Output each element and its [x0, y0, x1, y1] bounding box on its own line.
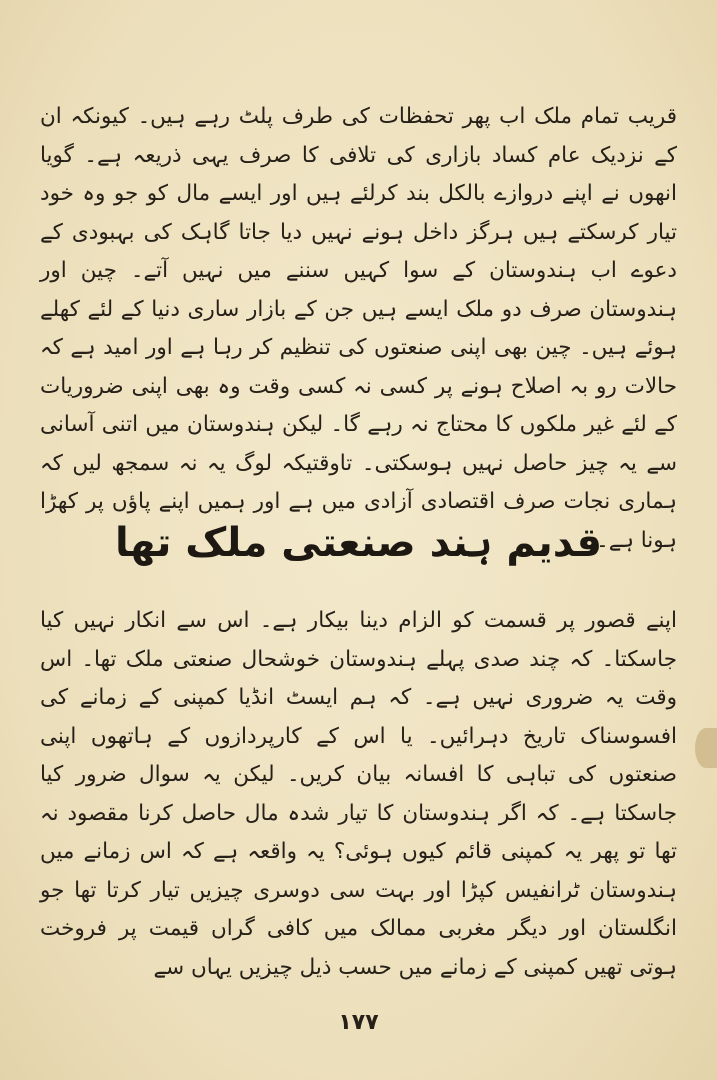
- page-number: ۱۷۷: [338, 1010, 379, 1035]
- page-edge-mark: [695, 728, 717, 768]
- paragraph-text: اپنے قصور پر قسمت کو الزام دینا بیکار ہے۔ اس سے انکار نہیں کیا جاسکتا۔ کہ چند صدی پہلے ہندوستان خوشحال صنعتی ملک تھا۔ اس وقت یہ ضروری نہیں ہے۔ کہ ہم ایسٹ انڈیا کمپنی کے زمانے کی افسوسناک تاریخ دہرائیں۔ یا اس کے کارپردازوں کے ہاتھوں اپنی صنعتوں کی تباہی کا افسانہ بیان کریں۔ لیکن یہ سوال ضرور کیا جاسکتا ہے۔ کہ اگر ہندوستان کا تیار شدہ مال حاصل کرنا مقصود نہ تھا تو پھر یہ کمپنی قائم کیوں ہوئی؟ یہ واقعہ ہے کہ اس زمانے میں ہندوستان ٹرانفیس کپڑا اور بہت سی دوسری چیزیں تیار کرتا تھا جو انگلستان اور دیگر مغربی ممالک میں کافی گراں قیمت پر فروخت ہوتی تھیں کمپنی کے زمانے میں حسب ذیل چیزیں یہاں سے: [40, 608, 677, 980]
- body-paragraph-2: [40, 602, 677, 987]
- section-heading: قدیم ہند صنعتی ملک تھا: [114, 520, 603, 566]
- body-paragraph-1: [40, 98, 677, 560]
- paragraph-text: قریب تمام ملک اب پھر تحفظات کی طرف پلٹ رہے ہیں۔ کیونکہ ان کے نزدیک عام کساد بازاری کی تلافی کا صرف یہی ذریعہ ہے۔ گویا انھوں نے اپنے دروازے بالکل بند کرلئے ہیں اور ایسے مال کو جو وہ خود تیار کرسکتے ہیں ہرگز داخل ہونے نہیں دیا جاتا گاہک کی بہبودی کے دعوے اب ہندوستان کے سوا کہیں سننے میں نہیں آتے۔ چین اور ہندوستان صرف دو ملک ایسے ہیں جن کے بازار ساری دنیا کے لئے کھلے ہوئے ہیں۔ چین بھی اپنی صنعتوں کی تنظیم کر رہا ہے اور امید ہے کہ حالات رو بہ اصلاح ہونے پر کسی نہ کسی وقت وہ بھی اپنی ضروریات کے لئے غیر ملکوں کا محتاج نہ رہے گا۔ لیکن ہندوستان میں اتنی آسانی سے یہ چیز حاصل نہیں ہوسکتی۔ تاوقتیکہ لوگ یہ نہ سمجھ لیں کہ ہماری نجات صرف اقتصادی آزادی میں ہے اور ہمیں اپنے پاؤں پر کھڑا ہونا ہے۔: [40, 104, 677, 553]
